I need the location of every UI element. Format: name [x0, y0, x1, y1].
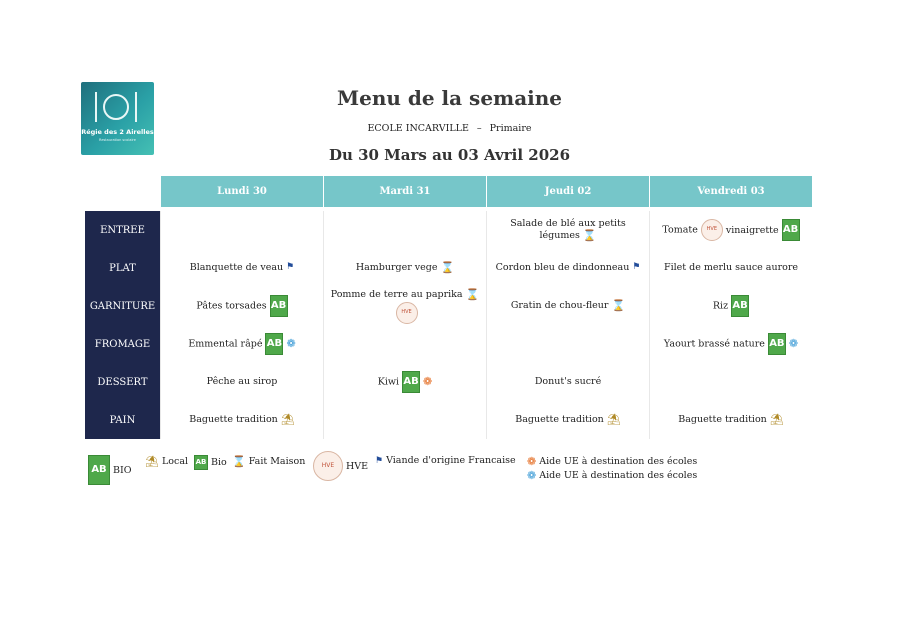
dish-name: Hamburger vege — [355, 262, 438, 274]
legend-ue-blue — [524, 469, 697, 482]
bio-ab-icon: AB — [270, 295, 288, 317]
dish-name: Baguette tradition — [678, 414, 767, 426]
menu-cell — [649, 287, 812, 325]
bio-ab-icon: AB — [402, 371, 420, 393]
day-header: Lundi 30 — [160, 176, 323, 207]
menu-cell — [323, 363, 486, 401]
hourglass-icon: ⌛ — [582, 229, 597, 243]
legend-hve — [310, 451, 368, 481]
french-meat-flag-icon: ⚑ — [632, 262, 641, 273]
menu-cell — [323, 249, 486, 287]
dish-name: Gratin de chou-fleur — [510, 300, 609, 312]
menu-cell — [649, 211, 812, 249]
ue-blue-icon: ❁ — [527, 469, 537, 482]
page-title: Menu de la semaine — [336, 86, 563, 110]
menu-cell — [649, 249, 812, 287]
menu-cell — [486, 287, 649, 325]
legend-ue-orange — [524, 455, 697, 468]
local-icon: ⛱ — [606, 413, 621, 427]
course-label: ENTREE — [85, 211, 160, 249]
dish-name: Pomme de terre au paprika — [330, 289, 463, 301]
table-corner — [85, 176, 160, 207]
local-icon: ⛱ — [145, 455, 159, 468]
legend-local — [142, 455, 188, 468]
menu-cell — [486, 401, 649, 439]
menu-cell — [486, 211, 649, 249]
menu-cell — [486, 249, 649, 287]
menu-cell — [160, 249, 323, 287]
course-label: PAIN — [85, 401, 160, 439]
menu-cell — [160, 363, 323, 401]
date-range: Du 30 Mars au 03 Avril 2026 — [328, 146, 571, 164]
legend-ue-orange-label: Aide UE à destination des écoles — [539, 456, 698, 467]
french-meat-flag-icon: ⚑ — [286, 262, 295, 273]
ue-blue-icon: ❁ — [788, 337, 799, 351]
legend-bio-label: BIO — [113, 464, 132, 476]
dish-name: Yaourt brassé nature — [663, 338, 765, 350]
menu-cell — [160, 325, 323, 363]
legend-ue-blue-label: Aide UE à destination des écoles — [539, 470, 698, 481]
legend-fait-maison-label: Fait Maison — [248, 456, 306, 467]
menu-cell — [160, 287, 323, 325]
menu-body — [85, 211, 812, 439]
menu-cell — [649, 401, 812, 439]
menu-cell — [323, 211, 486, 249]
dish-name: Donut's sucré — [534, 376, 602, 388]
dish-name: Pêche au sirop — [206, 376, 278, 388]
legend-bio-small-label: Bio — [211, 457, 227, 468]
dish-name: Baguette tradition — [189, 414, 278, 426]
dish-name: Blanquette de veau — [189, 262, 284, 274]
menu-row — [85, 363, 812, 401]
menu-row — [85, 287, 812, 325]
local-icon: ⛱ — [280, 413, 295, 427]
menu-cell — [649, 325, 812, 363]
menu-cell — [160, 401, 323, 439]
dish-name: Salade de blé aux petits légumes — [510, 217, 626, 242]
legend-viande-label: Viande d'origine Francaise — [386, 455, 516, 466]
menu-cell — [323, 401, 486, 439]
day-header: Jeudi 02 — [486, 176, 649, 207]
bio-ab-icon: AB — [782, 219, 800, 241]
course-label: FROMAGE — [85, 325, 160, 363]
legend-local-label: Local — [161, 456, 189, 467]
legend — [88, 455, 788, 495]
menu-cell — [486, 325, 649, 363]
bio-ab-icon: AB — [265, 333, 283, 355]
school-name: ECOLE INCARVILLE — [367, 123, 469, 134]
legend-bio-small — [191, 455, 227, 470]
hourglass-icon: ⌛ — [232, 455, 246, 468]
school-separator: – — [476, 123, 482, 134]
bio-ab-icon: AB — [731, 295, 749, 317]
menu-cell — [160, 211, 323, 249]
hourglass-icon: ⌛ — [440, 261, 455, 275]
ue-blue-icon: ❁ — [286, 337, 296, 351]
menu-cell — [323, 325, 486, 363]
dish-name: Riz — [712, 300, 729, 312]
dish-name: Kiwi — [377, 376, 400, 388]
menu-table — [85, 176, 812, 439]
day-header: Mardi 31 — [323, 176, 486, 207]
hourglass-icon: ⌛ — [465, 288, 480, 302]
legend-hve-label: HVE — [346, 460, 369, 472]
french-meat-flag-icon: ⚑ — [375, 455, 384, 466]
dish-name: Filet de merlu sauce aurore — [663, 262, 799, 274]
hve-icon: HVE — [313, 451, 343, 481]
hourglass-icon: ⌛ — [611, 299, 626, 313]
logo-name: Régie des 2 Airelles — [81, 128, 154, 136]
legend-bio — [88, 455, 132, 485]
menu-cell — [323, 287, 486, 325]
dish-name: Cordon bleu de dindonneau — [495, 262, 630, 274]
menu-row — [85, 401, 812, 439]
legend-viande — [372, 455, 516, 466]
bio-ab-icon: AB — [768, 333, 786, 355]
ue-orange-icon: ❁ — [423, 375, 433, 389]
menu-cell — [486, 363, 649, 401]
menu-row — [85, 249, 812, 287]
legend-fait-maison — [229, 455, 305, 468]
menu-row — [85, 211, 812, 249]
course-label: DESSERT — [85, 363, 160, 401]
dish-name: Pâtes torsades — [196, 300, 267, 312]
dish-name: Emmental râpé — [188, 338, 263, 350]
hve-icon: HVE — [396, 302, 418, 324]
school-line — [0, 123, 899, 134]
menu-cell — [649, 363, 812, 401]
bio-ab-small-icon: AB — [194, 455, 208, 470]
dish-name: Baguette tradition — [515, 414, 604, 426]
ue-orange-icon: ❁ — [527, 455, 537, 468]
day-header: Vendredi 03 — [649, 176, 812, 207]
dish-name-suffix: vinaigrette — [725, 224, 779, 236]
menu-row — [85, 325, 812, 363]
logo-tagline: Restauration scolaire — [99, 138, 136, 142]
local-icon: ⛱ — [769, 413, 784, 427]
dish-name: Tomate — [662, 224, 698, 236]
school-level: Primaire — [489, 123, 532, 134]
hve-icon: HVE — [701, 219, 723, 241]
course-label: GARNITURE — [85, 287, 160, 325]
bio-ab-icon: AB — [88, 455, 110, 485]
course-label: PLAT — [85, 249, 160, 287]
